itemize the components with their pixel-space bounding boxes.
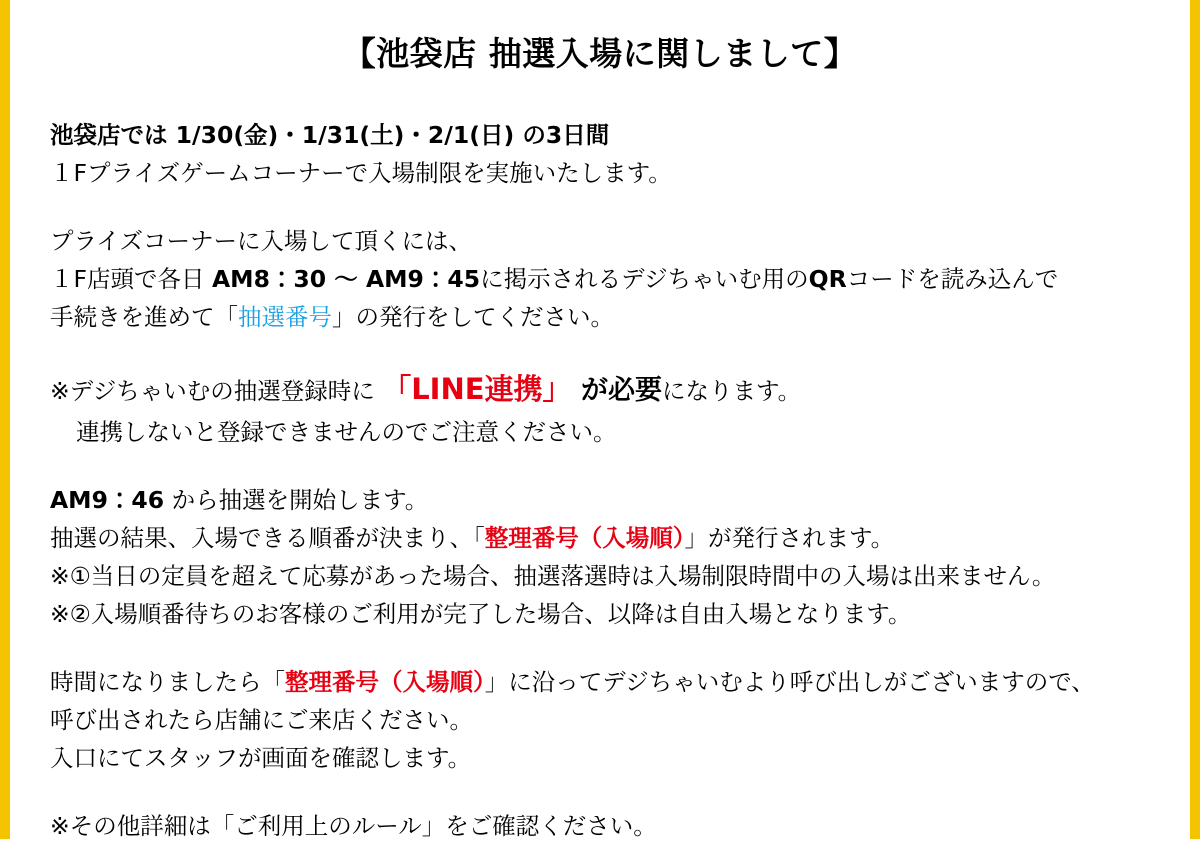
line-renkei-1-pre: ※デジちゃいむの抽選登録時に [50, 376, 383, 405]
section-entry-procedure [50, 222, 1190, 336]
notice-body [10, 74, 1190, 845]
lottery-line-1-post: から抽選を開始します。 [164, 485, 429, 514]
dates-line-1: 池袋店では 1/30(金)・1/31(土)・2/1(日) の3日間 [50, 120, 610, 149]
lottery-line-2-post: 」が発行されます。 [684, 524, 895, 552]
section-lottery-start [50, 481, 1190, 633]
lottery-line-3: ※①当日の定員を超えて応募があった場合、抽選落選時は入場制限時間中の入場は出来ません。 [50, 562, 1056, 591]
callout-line-1-highlight: 整理番号（入場順） [285, 668, 485, 697]
lottery-line-2-pre: 抽選の結果、入場できる順番が決まり、「 [50, 524, 485, 552]
callout-line-1-post: 」に沿ってデジちゃいむより呼び出しがございますので、 [484, 668, 1095, 697]
callout-line-2: 呼び出されたら店舗にご来店ください。 [50, 706, 473, 735]
spacer-1 [50, 192, 1190, 222]
callout-line-1-pre: 時間になりましたら「 [50, 668, 285, 697]
entry-line-2-time: AM8：30 ～ AM9：45 [212, 264, 481, 293]
line-renkei-1-post: になります。 [661, 376, 802, 405]
entry-line-1: プライズコーナーに入場して頂くには、 [50, 226, 473, 255]
page-title: 【池袋店 抽選入場に関しまして】 [342, 34, 858, 73]
line-renkei-2: 連携しないと登録できませんのでご注意ください。 [76, 417, 617, 446]
spacer-4 [50, 633, 1190, 663]
line-renkei-emphasis-black: が必要 [571, 374, 662, 406]
spacer-3 [50, 451, 1190, 481]
entry-line-3 [50, 298, 1190, 336]
lottery-line-1 [50, 481, 1190, 519]
line-renkei-emphasis-red: 「LINE連携」 [382, 371, 572, 406]
entry-line-2 [50, 260, 1190, 298]
section-footer-note [50, 807, 1190, 845]
entry-line-3-post: 」の発行をしてください。 [332, 302, 614, 331]
lottery-line-2-highlight: 整理番号（入場順） [484, 524, 685, 552]
notice-content [10, 0, 1190, 845]
section-dates [50, 116, 1190, 192]
footer-line-1: ※その他詳細は「ご利用上のルール」をご確認ください。 [50, 812, 657, 841]
entry-line-3-pre: 手続きを進めて「 [50, 302, 238, 331]
callout-line-3: 入口にてスタッフが画面を確認します。 [50, 744, 472, 773]
callout-line-1 [50, 663, 1190, 701]
section-call-out [50, 663, 1190, 777]
entry-line-2-qr: QR [808, 264, 847, 293]
entry-line-2-pre: １F店頭で各日 [50, 264, 212, 293]
lottery-line-4: ※②入場順番待ちのお客様のご利用が完了した場合、以降は自由入場となります。 [50, 600, 912, 629]
entry-line-3-highlight: 抽選番号 [238, 302, 332, 331]
lottery-line-1-time: AM9：46 [50, 485, 165, 514]
spacer-5 [50, 777, 1190, 807]
lottery-line-2 [50, 519, 1190, 557]
section-line-renkei [50, 366, 1190, 451]
entry-line-2-post: コードを読み込んで [846, 264, 1059, 293]
line-renkei-1 [50, 366, 1190, 413]
entry-line-2-mid: に掲示されるデジちゃいむ用の [480, 264, 809, 293]
dates-line-2: １Fプライズゲームコーナーで入場制限を実施いたします。 [50, 158, 672, 187]
spacer-2 [50, 336, 1190, 366]
